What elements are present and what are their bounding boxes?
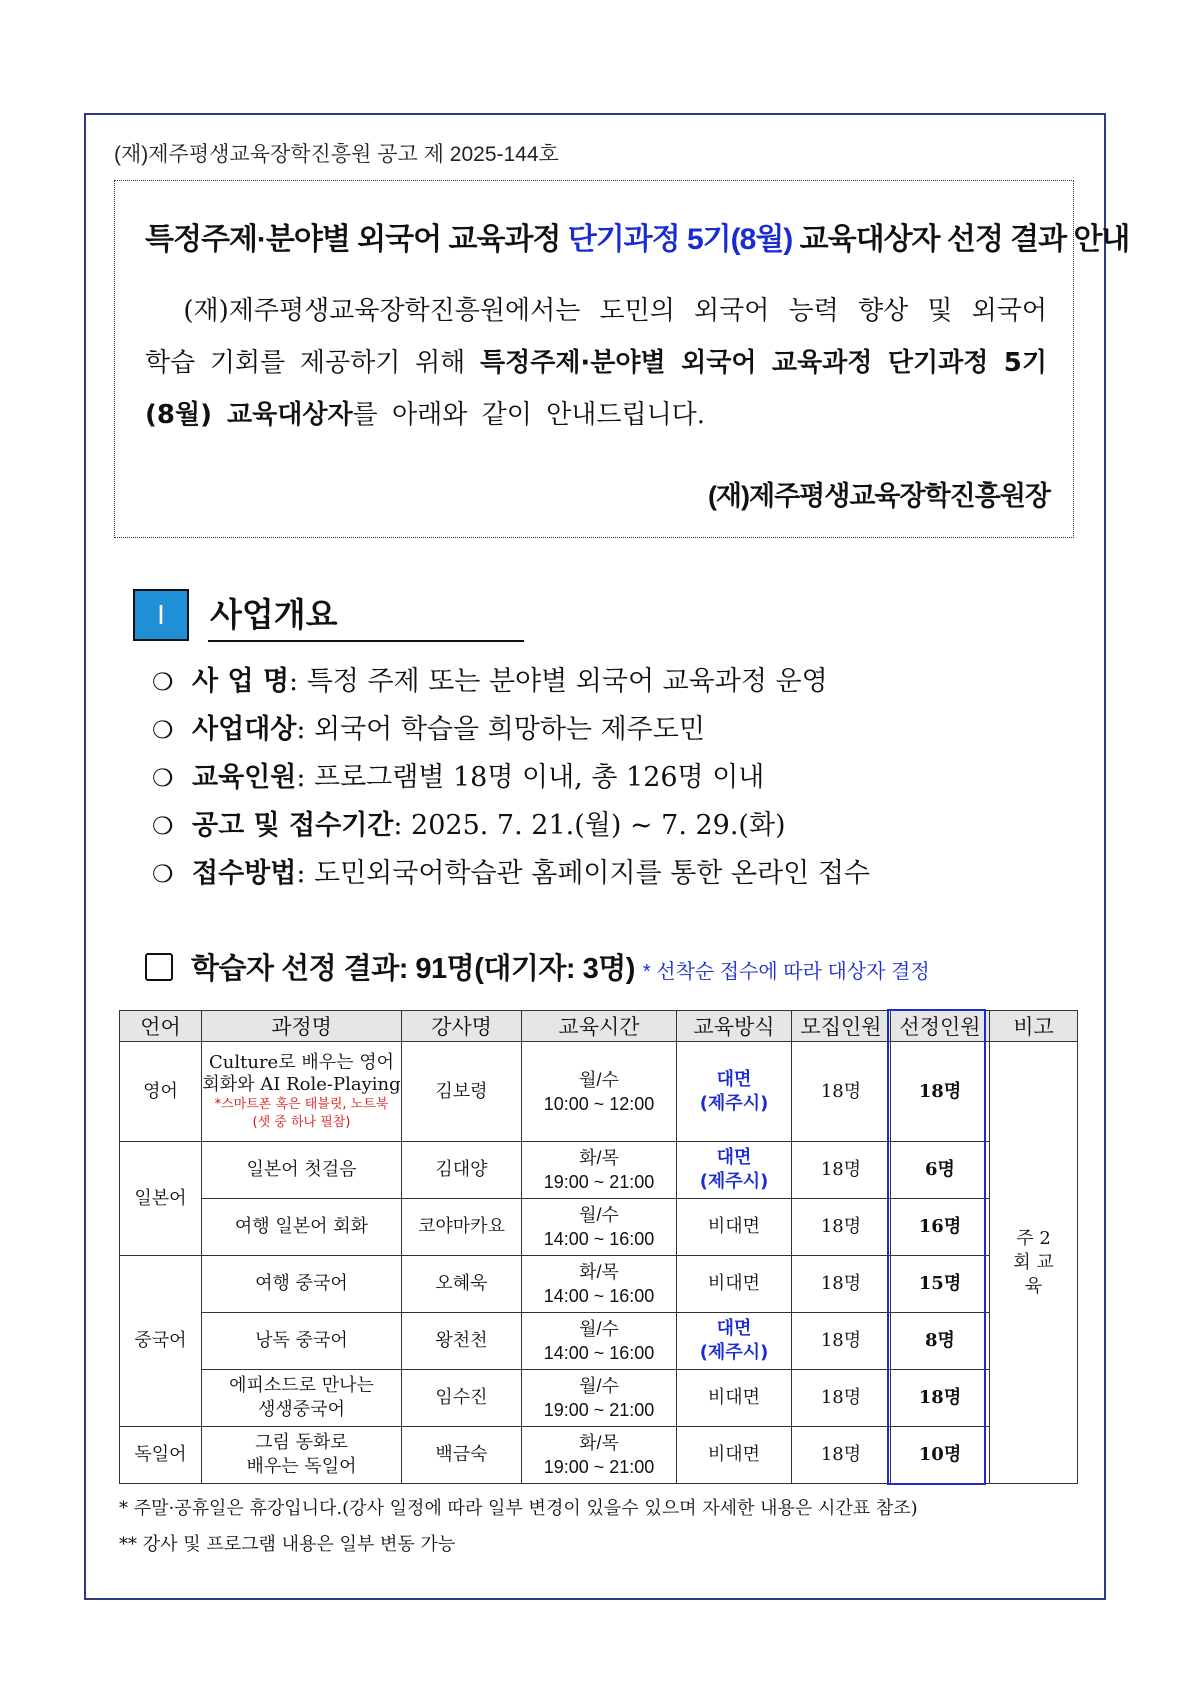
overview-item: [152, 706, 870, 754]
col-header-recruit: 모집인원: [792, 1011, 891, 1042]
method-cell: 비대면: [677, 1427, 792, 1484]
recruit-cell: 18명: [792, 1142, 891, 1199]
teacher-cell: 백금숙: [402, 1427, 522, 1484]
signature: (재)제주평생교육장학진흥원장: [707, 481, 1050, 511]
class-hours: 14:00 ~ 16:00: [543, 1229, 655, 1249]
overview-value: : 도민외국어학습관 홈페이지를 통한 온라인 접수: [296, 858, 870, 889]
col-header-method: 교육방식: [677, 1011, 792, 1042]
course-requirement-note: *스마트폰 혹은 태블릿, 노트북: [214, 1096, 389, 1112]
class-hours: 14:00 ~ 16:00: [543, 1286, 655, 1306]
method-location: (제주시): [699, 1342, 769, 1363]
class-hours: 19:00 ~ 21:00: [543, 1457, 655, 1477]
class-days: 월/수: [579, 1069, 619, 1090]
class-hours: 10:00 ~ 12:00: [543, 1093, 655, 1114]
intro-title-part2: 교육대상자 선정 결과 안내: [792, 223, 1130, 256]
intro-body-text: (재)제주평생교육장학진흥원에서는 도민의 외국어 능력 향상 및 외국어 학습 기회를 제공하기 위해: [145, 296, 1047, 378]
intro-title-highlight: 단기과정 5기(8월): [567, 223, 793, 256]
class-days: 화/목: [579, 1433, 619, 1453]
section-title: 사업개요: [210, 596, 338, 633]
method-location: (제주시): [699, 1171, 769, 1192]
course-cell: 낭독 중국어: [202, 1313, 402, 1370]
section-number: Ⅰ: [133, 589, 189, 641]
lang-cell: 일본어: [120, 1142, 202, 1256]
selected-cell: 18명: [891, 1042, 990, 1142]
class-hours: 19:00 ~ 21:00: [543, 1400, 655, 1420]
table-row: [120, 1256, 1078, 1313]
overview-item: [152, 658, 870, 706]
course-name-line: 회화와 AI Role-Playing: [202, 1073, 401, 1095]
checkbox-icon: [145, 953, 173, 981]
time-cell: [522, 1256, 677, 1313]
method-cell: [677, 1142, 792, 1199]
overview-list: [152, 658, 870, 898]
method-cell: [677, 1313, 792, 1370]
overview-key: 접수방법: [192, 858, 297, 889]
selected-cell: 8명: [891, 1313, 990, 1370]
overview-value: : 프로그램별 18명 이내, 총 126명 이내: [296, 762, 765, 793]
intro-body: [145, 285, 1047, 441]
time-cell: [522, 1427, 677, 1484]
col-header-course: 과정명: [202, 1011, 402, 1042]
method-type: 대면: [716, 1068, 752, 1090]
section-underline: [208, 640, 524, 642]
course-cell: 여행 일본어 회화: [202, 1199, 402, 1256]
overview-item: [152, 802, 870, 850]
circle-bullet-icon: ❍: [152, 860, 174, 888]
recruit-cell: 18명: [792, 1199, 891, 1256]
course-name-line: 생생중국어: [258, 1399, 345, 1420]
time-cell: [522, 1199, 677, 1256]
circle-bullet-icon: ❍: [152, 716, 174, 744]
circle-bullet-icon: ❍: [152, 764, 174, 792]
result-note: * 선착순 접수에 따라 대상자 결정: [642, 961, 930, 983]
col-header-time: 교육시간: [522, 1011, 677, 1042]
method-type: 대면: [716, 1318, 752, 1339]
table-row: [120, 1042, 1078, 1142]
time-cell: [522, 1142, 677, 1199]
class-days: 월/수: [579, 1376, 619, 1396]
overview-item: [152, 754, 870, 802]
intro-body-end: 를 아래와 같이 안내드립니다.: [352, 400, 706, 430]
table-row: [120, 1313, 1078, 1370]
overview-value: : 외국어 학습을 희망하는 제주도민: [296, 714, 705, 745]
recruit-cell: 18명: [792, 1313, 891, 1370]
overview-key: 사업대상: [192, 714, 297, 745]
table-row: [120, 1142, 1078, 1199]
col-header-selected: 선정인원: [891, 1011, 990, 1042]
result-title: 학습자 선정 결과: 91명(대기자: 3명): [191, 953, 635, 985]
course-name-line: 배우는 독일어: [246, 1456, 357, 1477]
recruit-cell: 18명: [792, 1427, 891, 1484]
course-cell: [202, 1370, 402, 1427]
method-cell: 비대면: [677, 1199, 792, 1256]
method-location: (제주시): [699, 1092, 769, 1114]
class-days: 화/목: [579, 1262, 619, 1282]
method-type: 대면: [716, 1147, 752, 1168]
course-cell: 일본어 첫걸음: [202, 1142, 402, 1199]
lang-cell: 영어: [120, 1042, 202, 1142]
selected-cell: 10명: [891, 1427, 990, 1484]
footnote: * 주말·공휴일은 휴강입니다.(강사 일정에 따라 일부 변경이 있을수 있으며 자세한 내용은 시간표 참조): [119, 1498, 918, 1519]
remark-cell: 주 2회 교육: [990, 1042, 1078, 1484]
selected-cell: 16명: [891, 1199, 990, 1256]
teacher-cell: 김대양: [402, 1142, 522, 1199]
time-cell: [522, 1370, 677, 1427]
course-cell: [202, 1042, 402, 1142]
course-cell: [202, 1427, 402, 1484]
recruit-cell: 18명: [792, 1256, 891, 1313]
overview-key: 공고 및 접수기간: [192, 810, 394, 841]
selected-cell: 15명: [891, 1256, 990, 1313]
intro-body-bold: 특정주제·분야별 외국어 교육과정 단기과정 5기(8월) 교육대상자: [145, 348, 1047, 430]
result-heading: [145, 946, 930, 987]
teacher-cell: 오혜욱: [402, 1256, 522, 1313]
time-cell: [522, 1313, 677, 1370]
circle-bullet-icon: ❍: [152, 812, 174, 840]
circle-bullet-icon: ❍: [152, 668, 174, 696]
overview-value: : 2025. 7. 21.(월) ~ 7. 29.(화): [393, 810, 786, 841]
table-header-row: [120, 1011, 1078, 1042]
col-header-language: 언어: [120, 1011, 202, 1042]
selected-cell: 6명: [891, 1142, 990, 1199]
class-hours: 14:00 ~ 16:00: [543, 1343, 655, 1363]
overview-item: [152, 850, 870, 898]
table-row: [120, 1199, 1078, 1256]
method-cell: 비대면: [677, 1256, 792, 1313]
lang-cell: 독일어: [120, 1427, 202, 1484]
class-days: 월/수: [579, 1205, 619, 1225]
course-cell: 여행 중국어: [202, 1256, 402, 1313]
course-name-line: 그림 동화로: [255, 1432, 348, 1453]
recruit-cell: 18명: [792, 1370, 891, 1427]
col-header-remark: 비고: [990, 1011, 1078, 1042]
teacher-cell: 왕천천: [402, 1313, 522, 1370]
intro-title: [145, 214, 1130, 258]
time-cell: [522, 1042, 677, 1142]
lang-cell: 중국어: [120, 1256, 202, 1427]
course-name-line: Culture로 배우는 영어: [209, 1051, 394, 1073]
footnote: ** 강사 및 프로그램 내용은 일부 변동 가능: [119, 1534, 456, 1555]
method-cell: 비대면: [677, 1370, 792, 1427]
table-row: [120, 1370, 1078, 1427]
teacher-cell: 코야마카요: [402, 1199, 522, 1256]
course-requirement-note: (셋 중 하나 필참): [252, 1114, 351, 1130]
intro-title-part1: 특정주제·분야별 외국어 교육과정: [145, 223, 568, 256]
method-cell: [677, 1042, 792, 1142]
recruit-cell: 18명: [792, 1042, 891, 1142]
table-row: [120, 1427, 1078, 1484]
teacher-cell: 김보령: [402, 1042, 522, 1142]
overview-key: 사 업 명: [192, 666, 290, 697]
teacher-cell: 임수진: [402, 1370, 522, 1427]
class-hours: 19:00 ~ 21:00: [543, 1172, 655, 1192]
selected-cell: 18명: [891, 1370, 990, 1427]
selection-table: [119, 1010, 1078, 1484]
class-days: 월/수: [579, 1319, 619, 1339]
overview-key: 교육인원: [192, 762, 297, 793]
overview-value: : 특정 주제 또는 분야별 외국어 교육과정 운영: [289, 666, 828, 697]
notice-number: (재)제주평생교육장학진흥원 공고 제 2025-144호: [114, 143, 559, 166]
course-name-line: 에피소드로 만나는: [229, 1375, 374, 1396]
class-days: 화/목: [579, 1148, 619, 1168]
col-header-teacher: 강사명: [402, 1011, 522, 1042]
